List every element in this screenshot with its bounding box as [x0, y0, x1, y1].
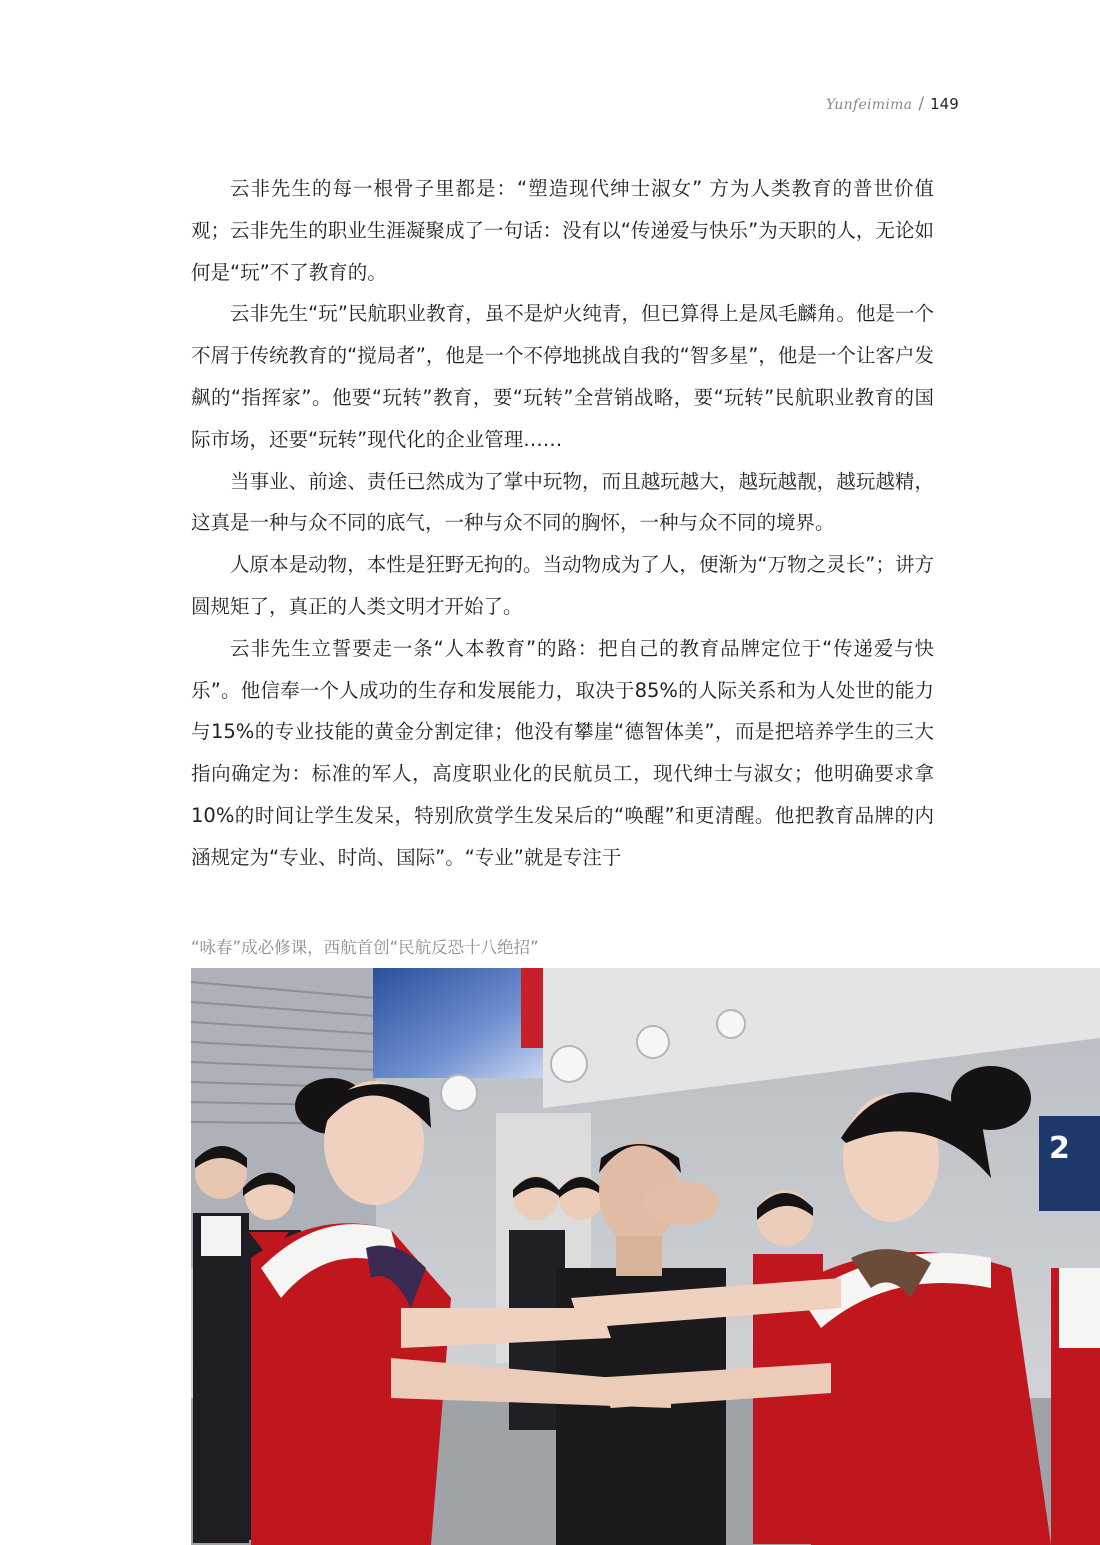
- paragraph: 云非先生立誓要走一条“人本教育”的路：把自己的教育品牌定位于“传递爱与快乐”。他信奉一个人成功的生存和发展能力，取决于85%的人际关系和为人处世的能力与15%的专业技能的黄金分割定律；他没有攀崖“德智体美”，而是把培养学生的三大指向确定为：标准的军人，高度职业化的民航员工，现代绅士与淑女；他明确要求拿10%的时间让学生发呆，特别欣赏学生发呆后的“唤醒”和更清醒。他把教育品牌的内涵规定为“专业、时尚、国际”。“专业”就是专注于: [191, 636, 934, 869]
- running-header: [826, 94, 959, 114]
- photo-illustration: [191, 968, 1100, 1545]
- header-brand: Yunfeimima: [826, 97, 913, 113]
- gate-sign-number: 2: [1049, 1131, 1070, 1166]
- photo-caption: “咏春”成必修课，西航首创“民航反恐十八绝招”: [191, 938, 539, 957]
- article-body: [191, 168, 934, 879]
- paragraph: 云非先生的每一根骨子里都是：“塑造现代绅士淑女” 方为人类教育的普世价值观；云非先生的职业生涯凝聚成了一句话：没有以“传递爱与快乐”为天职的人，无论如何是“玩”不了教育的。: [191, 177, 934, 284]
- paragraph: 当事业、前途、责任已然成为了掌中玩物，而且越玩越大，越玩越靓，越玩越精，这真是一种与众不同的底气，一种与众不同的胸怀，一种与众不同的境界。: [191, 469, 934, 535]
- paragraph: 人原本是动物，本性是狂野无拘的。当动物成为了人，便渐为“万物之灵长”；讲方圆规矩了，真正的人类文明才开始了。: [191, 553, 934, 618]
- header-separator: /: [918, 94, 925, 114]
- display-screen: [373, 968, 543, 1078]
- paragraph: 云非先生“玩”民航职业教育，虽不是炉火纯青，但已算得上是凤毛麟角。他是一个不屑于传统教育的“搅局者”，他是一个不停地挑战自我的“智多星”，他是一个让客户发飙的“指挥家”。他要“玩转”教育，要“玩转”全营销战略，要“玩转”民航职业教育的国际市场，还要“玩转”现代化的企业管理……: [191, 302, 934, 451]
- page-number: 149: [930, 95, 959, 113]
- training-photo: [191, 968, 1100, 1545]
